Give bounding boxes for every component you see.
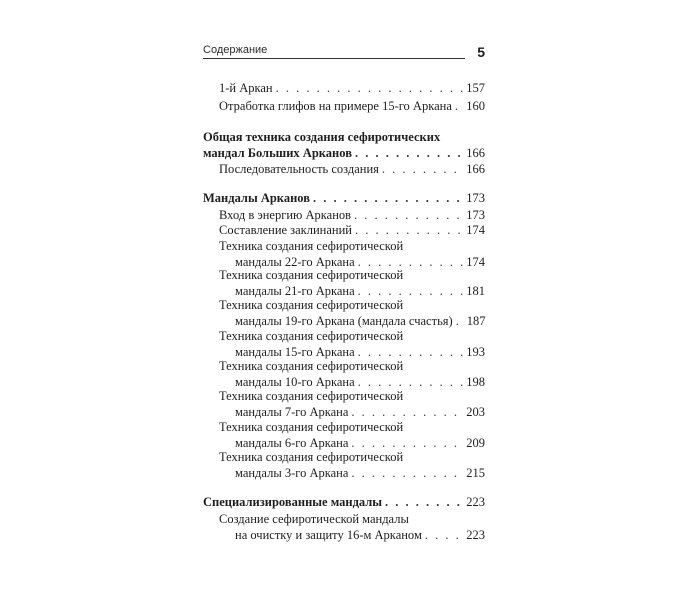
toc-leader-dots <box>382 161 463 177</box>
toc-leader-dots <box>354 207 463 223</box>
toc-entry-page: 166 <box>466 146 485 160</box>
toc-entry <box>219 161 485 177</box>
toc-entry <box>219 419 485 451</box>
running-head: Содержание <box>203 44 268 56</box>
toc-entry <box>219 238 485 270</box>
toc-leader-dots <box>313 190 463 206</box>
toc-entry-title-line1: Техника создания сефиротической <box>219 298 404 312</box>
toc-entry-title-line1: Техника создания сефиротической <box>219 420 404 434</box>
toc-entry-title: мандал Больших Арканов <box>203 146 352 160</box>
toc-entry-page: 193 <box>466 345 485 359</box>
toc-entry <box>219 511 485 543</box>
toc-entry-page: 173 <box>466 208 485 222</box>
toc-entry-page: 215 <box>466 466 485 480</box>
toc-entry-title: мандалы 15-го Аркана <box>235 345 355 359</box>
toc-section-entry <box>203 190 485 206</box>
page-number: 5 <box>477 44 485 60</box>
toc-entry <box>219 388 485 420</box>
toc-entry-page: 209 <box>466 436 485 450</box>
toc-entry-page: 203 <box>466 405 485 419</box>
toc-entry-title: 1-й Аркан <box>219 81 273 95</box>
toc-entry <box>219 358 485 390</box>
toc-entry-title: на очистку и защиту 16-м Арканом <box>235 528 422 542</box>
toc-entry-title-line1: Техника создания сефиротической <box>219 329 404 343</box>
toc-entry-title-line1: Техника создания сефиротической <box>219 268 404 282</box>
toc-entry-title: Последовательность создания <box>219 162 379 176</box>
toc-entry <box>219 207 485 223</box>
toc-leader-dots <box>351 465 463 481</box>
toc-entry-page: 160 <box>466 99 485 113</box>
toc-entry-page: 187 <box>466 314 486 328</box>
toc-leader-dots <box>425 527 463 543</box>
toc-entry-title-line1: Техника создания сефиротической <box>219 389 404 403</box>
toc-entry <box>219 328 485 360</box>
toc-leader-dots <box>455 98 463 114</box>
toc-entry-title-line1: Общая техника создания сефиротических <box>203 130 441 144</box>
toc-leader-dots <box>355 145 463 161</box>
toc-entry-title: Вход в энергию Арканов <box>219 208 352 222</box>
toc-entry-title: мандалы 10-го Аркана <box>235 375 355 389</box>
toc-entry-page: 181 <box>466 284 485 298</box>
toc-entry-title: мандалы 6-го Аркана <box>235 436 349 450</box>
toc-entry <box>219 98 485 114</box>
toc-entry <box>219 222 485 238</box>
toc-entry-title-line1: Техника создания сефиротической <box>219 239 404 253</box>
toc-entry-page: 198 <box>466 375 485 389</box>
toc-leader-dots <box>351 404 463 420</box>
toc-entry-title: мандалы 22-го Аркана <box>235 255 355 269</box>
toc-entry <box>219 267 485 299</box>
toc-entry-title: Специализированные мандалы <box>203 495 383 509</box>
toc-entry-page: 157 <box>466 81 485 95</box>
page-header <box>203 44 485 64</box>
toc-leader-dots <box>355 222 463 238</box>
toc-leader-dots <box>385 494 463 510</box>
toc-entry-title: Составление заклинаний <box>219 223 352 237</box>
toc-section-entry <box>203 129 485 161</box>
toc-entry-title: мандалы 3-го Аркана <box>235 466 349 480</box>
toc-entry-page: 166 <box>466 162 485 176</box>
toc-entry-title: мандалы 19-го Аркана (мандала счастья) <box>235 314 453 328</box>
toc-leader-dots <box>456 313 464 329</box>
header-rule <box>203 58 465 59</box>
toc-entry <box>219 297 485 329</box>
toc-section-entry <box>203 494 485 510</box>
toc-entry-title-line1: Техника создания сефиротической <box>219 359 404 373</box>
toc-entry <box>219 449 485 481</box>
toc-entry-page: 173 <box>466 191 485 205</box>
toc-entry-page: 223 <box>466 528 485 542</box>
toc-entry-title: мандалы 7-го Аркана <box>235 405 349 419</box>
toc-entry-page: 223 <box>466 495 485 509</box>
toc-entry-title: мандалы 21-го Аркана <box>235 284 355 298</box>
toc-entry-page: 174 <box>466 223 485 237</box>
toc-entry-title: Отработка глифов на примере 15-го Аркана <box>219 99 452 113</box>
toc-entry-page: 174 <box>466 255 485 269</box>
toc-entry-title: Мандалы Арканов <box>203 191 310 205</box>
toc-entry-title-line1: Техника создания сефиротической <box>219 450 404 464</box>
toc-leader-dots <box>276 80 464 96</box>
toc-entry <box>219 80 485 96</box>
toc-entry-title-line1: Создание сефиротической мандалы <box>219 512 409 526</box>
